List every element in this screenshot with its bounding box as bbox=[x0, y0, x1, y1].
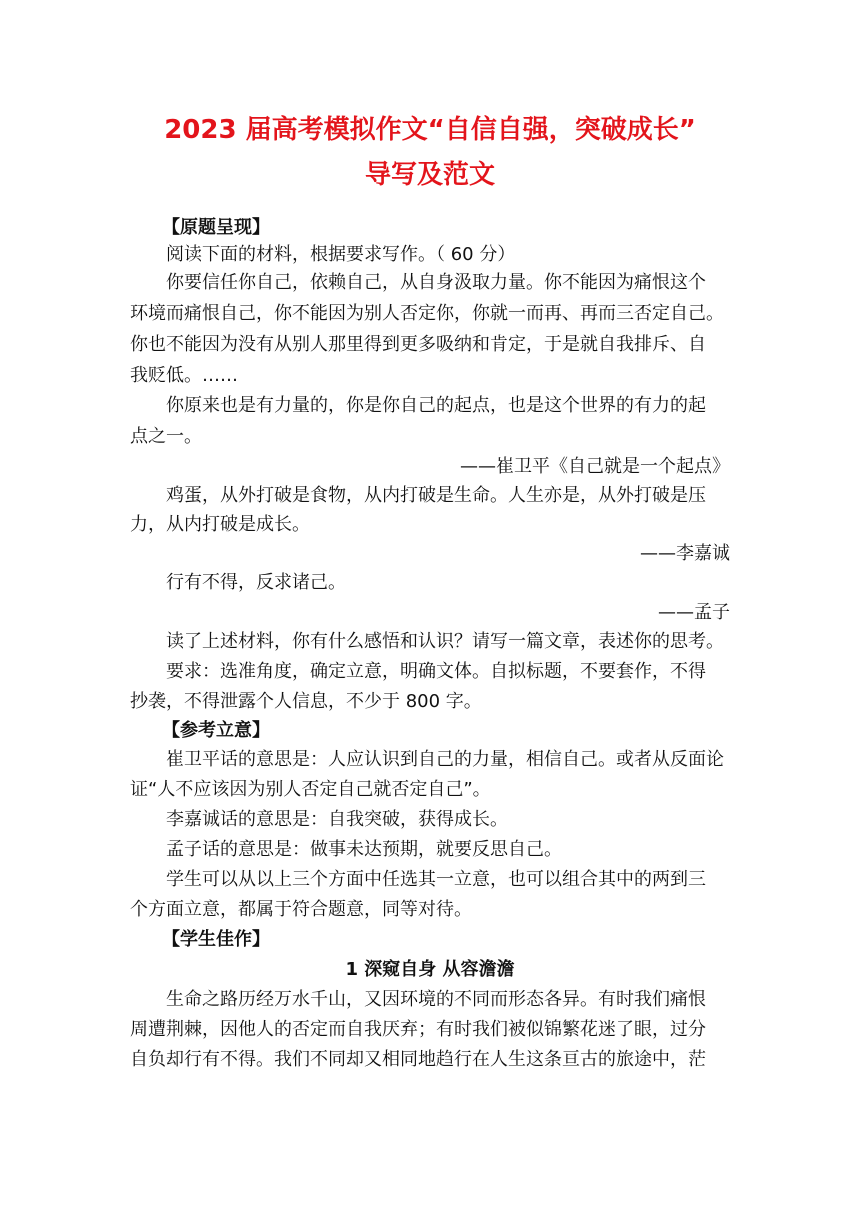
paragraph-line: 点之一。 bbox=[130, 426, 202, 447]
quote-attribution: ——李嘉诚 bbox=[640, 543, 730, 564]
paragraph-line: 李嘉诚话的意思是：自我突破，获得成长。 bbox=[166, 809, 508, 830]
paragraph-line: 周遭荆棘，因他人的否定而自我厌弃；有时我们被似锦繁花迷了眼，过分 bbox=[130, 1019, 706, 1040]
paragraph-line: 行有不得，反求诸己。 bbox=[166, 572, 346, 593]
paragraph-line: 我贬低。…… bbox=[130, 365, 238, 386]
paragraph-line: 鸡蛋，从外打破是食物，从内打破是生命。人生亦是，从外打破是压 bbox=[166, 485, 706, 506]
paragraph-line: 崔卫平话的意思是：人应认识到自己的力量，相信自己。或者从反面论 bbox=[166, 749, 724, 770]
paragraph-line: 生命之路历经万水千山，又因环境的不同而形态各异。有时我们痛恨 bbox=[166, 989, 706, 1010]
paragraph-line: 学生可以从以上三个方面中任选其一立意，也可以组合其中的两到三 bbox=[166, 869, 706, 890]
paragraph-line: 阅读下面的材料，根据要求写作。（ 60 分） bbox=[166, 244, 516, 265]
paragraph-line: 你也不能因为没有从别人那里得到更多吸纳和肯定，于是就自我排斥、自 bbox=[130, 334, 706, 355]
paragraph-line: 要求：选准角度，确定立意，明确文体。自拟标题，不要套作，不得 bbox=[166, 661, 706, 682]
paragraph-line: 证“人不应该因为别人否定自己就否定自己”。 bbox=[130, 779, 491, 800]
section-heading-reference-theme: 【参考立意】 bbox=[162, 720, 270, 741]
quote-attribution: ——崔卫平《自己就是一个起点》 bbox=[460, 456, 730, 477]
quote-attribution: ——孟子 bbox=[658, 602, 730, 623]
paragraph-line: 个方面立意，都属于符合题意，同等对待。 bbox=[130, 899, 472, 920]
paragraph-line: 读了上述材料，你有什么感悟和认识？请写一篇文章，表述你的思考。 bbox=[166, 631, 724, 652]
paragraph-line: 环境而痛恨自己，你不能因为别人否定你，你就一而再、再而三否定自己。 bbox=[130, 303, 724, 324]
document-title-line-2: 导写及范文 bbox=[364, 160, 495, 190]
essay-subtitle: 1 深窥自身 从容澹澹 bbox=[345, 959, 515, 980]
paragraph-line: 自负却行有不得。我们不同却又相同地趋行在人生这条亘古的旅途中，茫 bbox=[130, 1049, 706, 1070]
document-title-line-1: 2023 届高考模拟作文“自信自强，突破成长” bbox=[164, 115, 696, 145]
paragraph-line: 抄袭，不得泄露个人信息，不少于 800 字。 bbox=[130, 691, 482, 712]
paragraph-line: 孟子话的意思是：做事未达预期，就要反思自己。 bbox=[166, 839, 562, 860]
section-heading-student-works: 【学生佳作】 bbox=[162, 929, 270, 950]
paragraph-line: 你要信任你自己，依赖自己，从自身汲取力量。你不能因为痛恨这个 bbox=[166, 272, 706, 293]
paragraph-line: 你原来也是有力量的，你是你自己的起点，也是这个世界的有力的起 bbox=[166, 395, 706, 416]
section-heading-original-prompt: 【原题呈现】 bbox=[162, 217, 270, 238]
paragraph-line: 力，从内打破是成长。 bbox=[130, 514, 310, 535]
